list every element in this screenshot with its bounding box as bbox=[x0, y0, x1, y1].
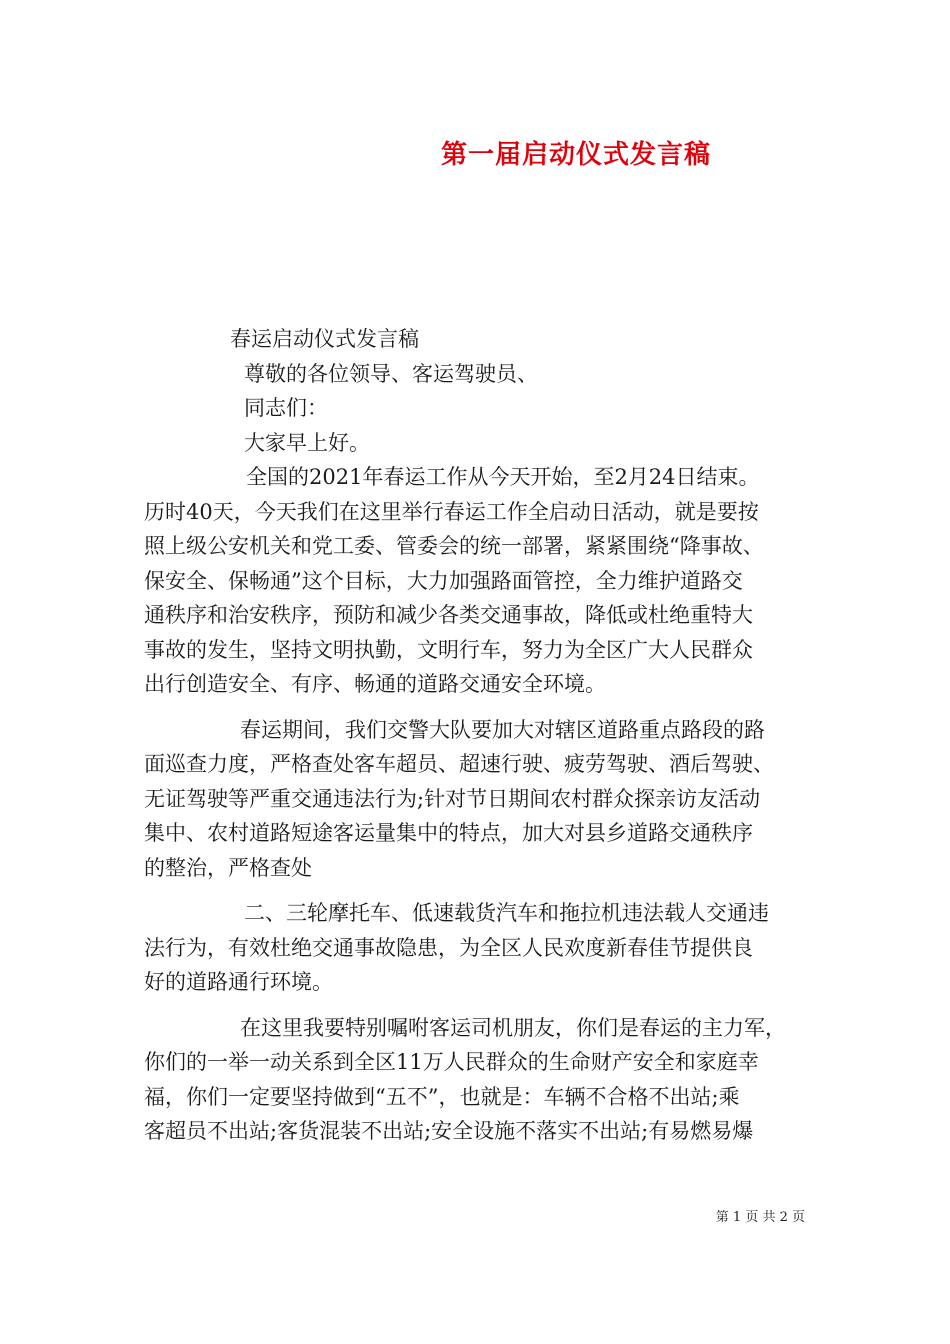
paragraph-4 bbox=[144, 1011, 810, 1149]
paragraph-3 bbox=[144, 896, 810, 1000]
salutation-line-2: 同志们： bbox=[244, 396, 328, 420]
speech-subtitle: 春运启动仪式发言稿 bbox=[230, 327, 419, 351]
document-body bbox=[144, 322, 810, 1149]
paragraph-line: 好的道路通行环境。 bbox=[144, 970, 333, 994]
paragraph-1 bbox=[144, 460, 810, 702]
salutation-line-1: 尊敬的各位领导、客运驾驶员、 bbox=[244, 361, 538, 386]
paragraph-line: 照上级公安机关和党工委、管委会的统一部署，紧紧围绕“降事故、 bbox=[144, 534, 764, 558]
paragraph-line: 福，你们一定要坚持做到“五不”，也就是：车辆不合格不出站;乘 bbox=[144, 1084, 740, 1109]
page-number-footer: 第 1 页 共 2 页 bbox=[715, 1210, 805, 1225]
paragraph-line: 保安全、保畅通”这个目标，大力加强路面管控，全力维护道路交 bbox=[144, 568, 743, 593]
paragraph-line: 集中、农村道路短途客运量集中的特点，加大对县乡道路交通秩序 bbox=[144, 821, 753, 845]
paragraph-line: 春运期间，我们交警大队要加大对辖区道路重点路段的路 bbox=[240, 717, 765, 742]
paragraph-line: 客超员不出站;客货混装不出站;安全设施不落实不出站;有易燃易爆 bbox=[144, 1119, 754, 1143]
paragraph-line: 无证驾驶等严重交通违法行为;针对节日期间农村群众探亲访友活动 bbox=[144, 786, 761, 811]
greeting-line: 大家早上好。 bbox=[244, 430, 370, 455]
paragraph-2 bbox=[144, 713, 810, 886]
paragraph-line: 出行创造安全、有序、畅通的道路交通安全环境。 bbox=[144, 672, 606, 696]
document-title: 第一届启动仪式发言稿 bbox=[440, 140, 711, 170]
paragraph-line: 事故的发生，坚持文明执勤，文明行车，努力为全区广大人民群众 bbox=[144, 637, 753, 662]
paragraph-line: 的整治，严格查处 bbox=[144, 855, 312, 880]
paragraph-line: 二、三轮摩托车、低速载货汽车和拖拉机违法载人交通违 bbox=[244, 901, 769, 925]
paragraph-line: 在这里我要特别嘱咐客运司机朋友，你们是春运的主力军， bbox=[240, 1015, 786, 1040]
paragraph-line: 全国的2021年春运工作从今天开始，至2月24日结束。 bbox=[246, 465, 760, 489]
paragraph-line: 历时40天，今天我们在这里举行春运工作全启动日活动，就是要按 bbox=[144, 499, 759, 524]
paragraph-line: 你们的一举一动关系到全区11万人民群众的生命财产安全和家庭幸 bbox=[144, 1050, 759, 1074]
paragraph-line: 法行为，有效杜绝交通事故隐患，为全区人民欢度新春佳节提供良 bbox=[144, 935, 753, 960]
paragraph-line: 通秩序和治安秩序，预防和减少各类交通事故，降低或杜绝重特大 bbox=[144, 603, 753, 627]
paragraph-line: 面巡查力度，严格查处客车超员、超速行驶、疲劳驾驶、酒后驾驶、 bbox=[144, 752, 774, 776]
